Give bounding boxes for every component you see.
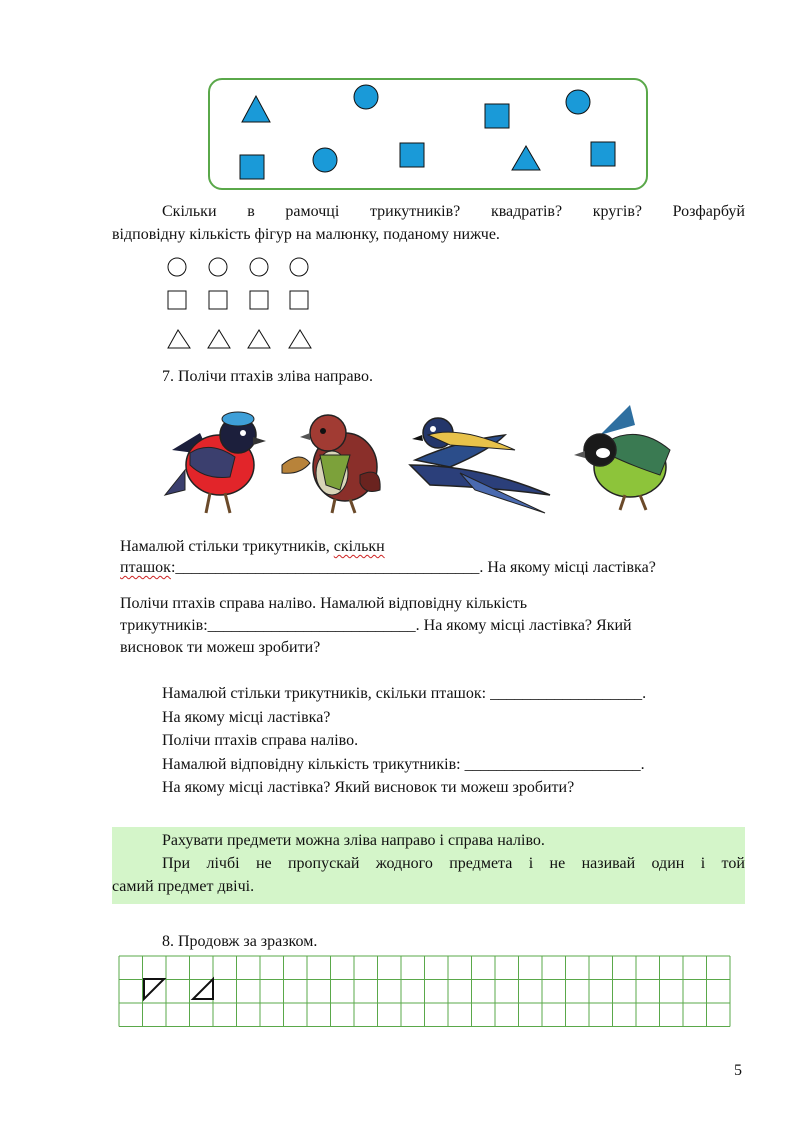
outline-square bbox=[290, 291, 308, 309]
outline-circles-row bbox=[168, 258, 308, 276]
blue-square bbox=[485, 104, 509, 128]
block3-line: Полічи птахів справа наліво. bbox=[162, 732, 359, 749]
blue-square bbox=[400, 143, 424, 167]
task7-block3 bbox=[162, 682, 762, 800]
task7-block2-line2: трикутників:__________________________. На якому місці ластівка? Який bbox=[120, 617, 632, 634]
sample-triangle bbox=[144, 979, 164, 999]
word: не bbox=[549, 855, 566, 872]
outline-circle bbox=[290, 258, 308, 276]
task7-block1-line1 bbox=[120, 536, 385, 558]
task6-question-line2: відповідну кількість фігур на малюнку, поданому нижче. bbox=[112, 226, 500, 243]
rule-line1: Рахувати предмети можна зліва направо і справа наліво. bbox=[162, 832, 545, 849]
spellcheck-word: скількн bbox=[333, 538, 385, 555]
rule-line2 bbox=[162, 853, 745, 875]
block3-line: На якому місці ластівка? Який висновок ти можеш зробити? bbox=[162, 779, 575, 796]
task6-question-line1 bbox=[162, 201, 745, 223]
bullfinch-bird bbox=[165, 412, 266, 513]
blue-triangle bbox=[242, 96, 270, 122]
outline-triangle bbox=[168, 330, 190, 348]
block1-text: Намалюй стільки трикутників, bbox=[120, 538, 334, 555]
task7-heading: 7. Полічи птахів зліва направо. bbox=[162, 368, 373, 385]
word: кругів? bbox=[592, 203, 642, 220]
grid-exercise bbox=[118, 955, 738, 1029]
blue-square bbox=[591, 142, 615, 166]
task7-block2-line1: Полічи птахів справа наліво. Намалюй відповідну кількість bbox=[120, 595, 528, 612]
task7-block1-line2 bbox=[120, 557, 656, 579]
rule-line3: самий предмет двічі. bbox=[112, 878, 255, 895]
word: пропускай bbox=[287, 855, 360, 872]
outline-triangle bbox=[289, 330, 311, 348]
word: жодного bbox=[375, 855, 433, 872]
word: лічбі bbox=[206, 855, 240, 872]
tit-bird bbox=[574, 405, 670, 510]
outline-circle bbox=[209, 258, 227, 276]
task8-heading: 8. Продовж за зразком. bbox=[162, 933, 318, 950]
blue-triangle bbox=[512, 146, 540, 170]
block3-line: Намалюй стільки трикутників, скільки пташок: ___________________. bbox=[162, 685, 647, 702]
word: не bbox=[255, 855, 272, 872]
spellcheck-word: пташок bbox=[120, 559, 171, 576]
task7-block2-line3: висновок ти можеш зробити? bbox=[120, 639, 321, 656]
word: один bbox=[651, 855, 685, 872]
block1-text: :______________________________________. На якому місці ластівка? bbox=[170, 559, 656, 576]
outline-squares-row bbox=[168, 291, 308, 309]
word: той bbox=[721, 855, 745, 872]
outline-shapes bbox=[160, 250, 330, 360]
blue-shapes bbox=[0, 0, 800, 200]
outline-triangle bbox=[208, 330, 230, 348]
word: трикутників? bbox=[369, 203, 461, 220]
outline-square bbox=[250, 291, 268, 309]
word: Скільки bbox=[162, 203, 217, 220]
word: рамочці bbox=[285, 203, 340, 220]
grid-lines bbox=[119, 956, 730, 1027]
word: називай bbox=[581, 855, 636, 872]
birds-illustration bbox=[160, 395, 695, 520]
outline-square bbox=[209, 291, 227, 309]
word: в bbox=[247, 203, 255, 220]
blue-square bbox=[240, 155, 264, 179]
block3-line: На якому місці ластівка? bbox=[162, 708, 331, 726]
page-number: 5 bbox=[734, 1062, 742, 1079]
word: При bbox=[162, 855, 191, 872]
swallow-bird bbox=[410, 418, 550, 513]
outline-square bbox=[168, 291, 186, 309]
word: квадратів? bbox=[490, 203, 563, 220]
block3-line: Намалюй відповідну кількість трикутників: ______________________. bbox=[162, 755, 645, 773]
word: і bbox=[528, 855, 534, 872]
outline-triangle bbox=[248, 330, 270, 348]
blue-circle bbox=[354, 85, 378, 109]
word: Розфарбуй bbox=[672, 203, 745, 220]
word: і bbox=[700, 855, 706, 872]
outline-triangles-row bbox=[168, 330, 311, 348]
outline-circle bbox=[250, 258, 268, 276]
word: предмета bbox=[449, 855, 513, 872]
outline-circle bbox=[168, 258, 186, 276]
blue-circle bbox=[313, 148, 337, 172]
sample-triangle bbox=[193, 979, 213, 999]
blue-circle bbox=[566, 90, 590, 114]
sparrow-bird bbox=[282, 415, 380, 513]
